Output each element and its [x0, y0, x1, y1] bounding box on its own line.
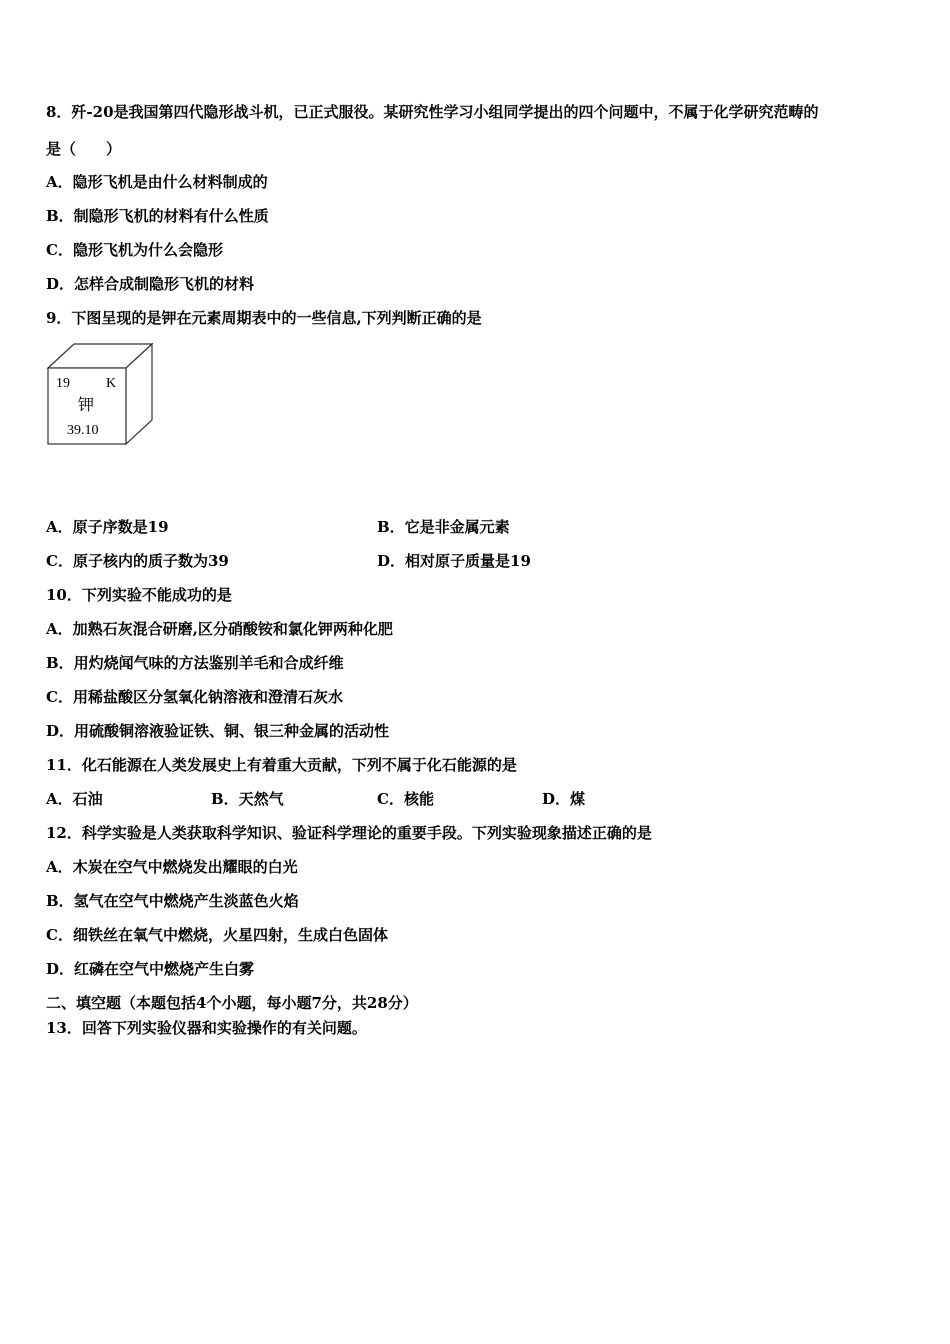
q12-stem: 12．科学实验是人类获取科学知识、验证科学理论的重要手段。下列实验现象描述正确的是 [46, 824, 652, 842]
element-symbol: K [106, 376, 117, 391]
q11-option-d: D．煤 [542, 790, 586, 808]
q8-option-c: C．隐形飞机为什么会隐形 [46, 241, 223, 259]
element-atomic-mass: 39.10 [67, 423, 99, 438]
q10-option-a: A．加熟石灰混合研磨,区分硝酸铵和氯化钾两种化肥 [46, 620, 393, 638]
potassium-element-cell-figure [46, 342, 154, 446]
q8-stem-line1: 8．歼-20是我国第四代隐形战斗机，已正式服役。某研究性学习小组同学提出的四个问题中，不属于化学研究范畴的 [46, 103, 819, 121]
q9-stem: 9．下图呈现的是钾在元素周期表中的一些信息,下列判断正确的是 [46, 309, 482, 327]
q10-option-d: D．用硫酸铜溶液验证铁、铜、银三种金属的活动性 [46, 722, 390, 740]
q10-stem: 10．下列实验不能成功的是 [46, 586, 232, 604]
q12-option-d: D．红磷在空气中燃烧产生白雾 [46, 960, 255, 978]
q10-option-b: B．用灼烧闻气味的方法鉴别羊毛和合成纤维 [46, 654, 344, 672]
q9-option-d: D．相对原子质量是19 [377, 552, 531, 570]
q11-stem: 11．化石能源在人类发展史上有着重大贡献，下列不属于化石能源的是 [46, 756, 517, 774]
q11-option-a: A．石油 [46, 790, 103, 808]
q12-option-a: A．木炭在空气中燃烧发出耀眼的白光 [46, 858, 298, 876]
q12-option-b: B．氢气在空气中燃烧产生淡蓝色火焰 [46, 892, 299, 910]
q10-option-c: C．用稀盐酸区分氢氧化钠溶液和澄清石灰水 [46, 688, 343, 706]
q8-stem-line2: 是（ ） [46, 140, 122, 158]
q8-option-b: B．制隐形飞机的材料有什么性质 [46, 207, 269, 225]
q9-option-b: B．它是非金属元素 [377, 518, 510, 536]
element-atomic-number: 19 [56, 376, 70, 391]
q9-option-a: A．原子序数是19 [46, 518, 169, 536]
q11-option-c: C．核能 [377, 790, 434, 808]
element-name: 钾 [78, 395, 95, 414]
q8-option-a: A．隐形飞机是由什么材料制成的 [46, 173, 268, 191]
q9-option-c: C．原子核内的质子数为39 [46, 552, 229, 570]
q11-option-b: B．天然气 [211, 790, 284, 808]
q13-stem: 13．回答下列实验仪器和实验操作的有关问题。 [46, 1019, 367, 1037]
q12-option-c: C．细铁丝在氧气中燃烧，火星四射，生成白色固体 [46, 926, 388, 944]
section2-heading: 二、填空题（本题包括4个小题，每小题7分，共28分） [46, 994, 418, 1012]
q8-option-d: D．怎样合成制隐形飞机的材料 [46, 275, 255, 293]
